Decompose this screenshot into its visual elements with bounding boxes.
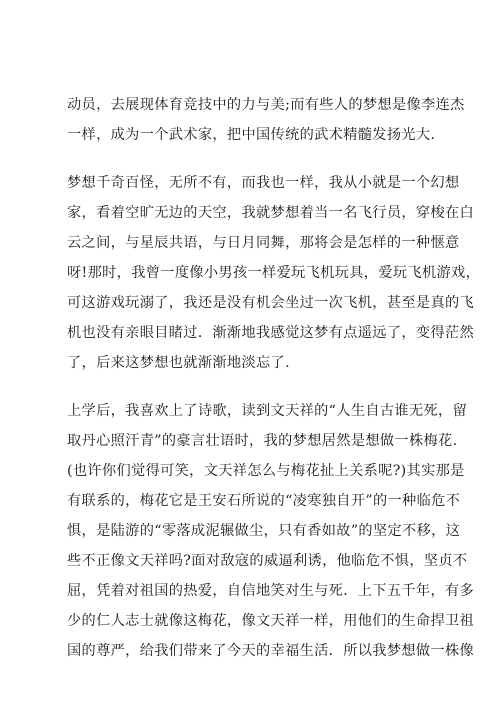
paragraph-2-line-4: 呀!那时，我曾一度像小男孩一样爱玩飞机玩具，爱玩飞机游戏， (67, 265, 481, 281)
paragraph-3-line-9: 国的尊严，给我们带来了今天的幸福生活．所以我梦想做一株像 (67, 643, 475, 659)
paragraph-3-line-1: 上学后，我喜欢上了诗歌，读到文天祥的“人生自古谁无死，留 (67, 403, 468, 419)
paragraph-2-line-7: 了，后来这梦想也就渐渐地淡忘了. (67, 355, 290, 371)
paragraph-3-line-7: 屈，凭着对祖国的热爱，自信地笑对生与死．上下五千年，有多 (67, 583, 475, 599)
paragraph-3-line-8: 少的仁人志士就像这梅花，像文天祥一样，用他们的生命捍卫祖 (67, 613, 475, 629)
paragraph-3-line-5: 惧，是陆游的“零落成泥辗做尘，只有香如故”的坚定不移，这 (67, 523, 461, 539)
paragraph-3-line-2: 取丹心照汗青”的豪言壮语时，我的梦想居然是想做一株梅花. (67, 433, 458, 449)
paragraph-2-line-2: 家，看着空旷无边的天空，我就梦想着当一名飞行员，穿梭在白 (67, 205, 475, 221)
paragraph-2-line-6: 机也没有亲眼目睹过．渐渐地我感觉这梦有点遥远了，变得茫然 (67, 325, 475, 341)
paragraph-3-line-3: (也许你们觉得可笑，文天祥怎么与梅花扯上关系呢?)其实那是 (67, 463, 465, 479)
paragraph-2-line-3: 云之间，与星辰共语，与日月同舞，那将会是怎样的一种惬意 (67, 235, 460, 251)
paragraph-1-line-2: 一样，成为一个武术家，把中国传统的武术精髓发扬光大. (67, 127, 436, 143)
paragraph-3-line-4: 有联系的，梅花它是王安石所说的“凌寒独自开”的一种临危不 (67, 493, 461, 509)
paragraph-2-line-1: 梦想千奇百怪，无所不有，而我也一样，我从小就是一个幻想 (67, 175, 460, 191)
paragraph-2-line-5: 可这游戏玩溺了，我还是没有机会坐过一次飞机，甚至是真的飞 (67, 295, 475, 311)
paragraph-1-line-1: 动员，去展现体育竞技中的力与美;而有些人的梦想是像李连杰 (67, 97, 465, 113)
paragraph-3-line-6: 些不正像文天祥吗?面对敌寇的威逼利诱，他临危不惧，坚贞不 (67, 553, 468, 569)
